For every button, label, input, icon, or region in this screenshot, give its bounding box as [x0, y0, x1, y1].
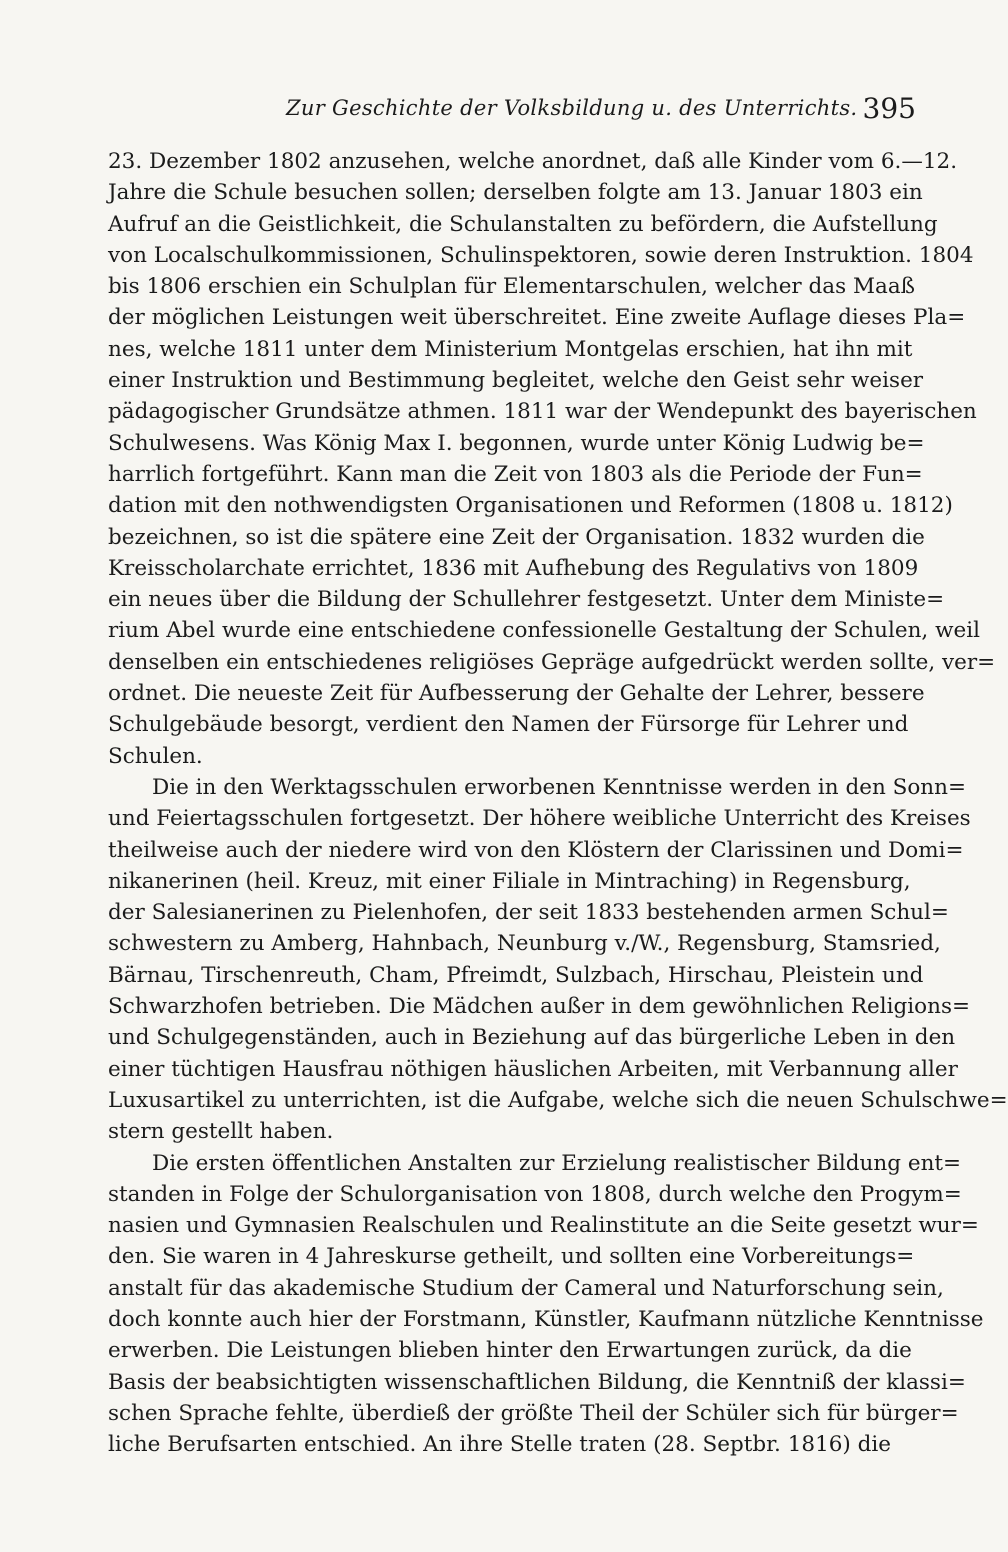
text-line: Schulen.	[108, 743, 203, 769]
text-line: standen in Folge der Schulorganisation von 1808, durch welche den Progym=	[108, 1181, 962, 1207]
text-line: doch konnte auch hier der Forstmann, Künstler, Kaufmann nützliche Kenntnisse	[108, 1306, 984, 1332]
text-line: dation mit den nothwendigsten Organisationen und Reformen (1808 u. 1812)	[108, 493, 953, 519]
text-line: ein neues über die Bildung der Schullehrer festgesetzt. Unter dem Ministe=	[108, 587, 945, 613]
text-line: bis 1806 erschien ein Schulplan für Elementarschulen, welcher das Maaß	[108, 274, 915, 300]
text-line: nes, welche 1811 unter dem Ministerium Montgelas erschien, hat ihn mit	[108, 336, 913, 362]
text-line: erwerben. Die Leistungen blieben hinter den Erwartungen zurück, da die	[108, 1338, 912, 1364]
text-line: nikanerinen (heil. Kreuz, mit einer Filiale in Mintraching) in Regensburg,	[108, 868, 911, 894]
text-line: Basis der beabsichtigten wissenschaftlichen Bildung, die Kenntniß der klassi=	[108, 1369, 966, 1395]
text-line: stern gestellt haben.	[108, 1119, 334, 1145]
text-line: Schulwesens. Was König Max I. begonnen, wurde unter König Ludwig be=	[108, 430, 925, 456]
text-line: pädagogischer Grundsätze athmen. 1811 war der Wendepunkt des bayerischen	[108, 399, 977, 425]
text-line: anstalt für das akademische Studium der Cameral und Naturforschung sein,	[108, 1275, 944, 1301]
text-line: den. Sie waren in 4 Jahreskurse getheilt, und sollten eine Vorbereitungs=	[108, 1244, 915, 1270]
text-line: Schulgebäude besorgt, verdient den Namen der Fürsorge für Lehrer und	[108, 712, 909, 738]
text-line: Aufruf an die Geistlichkeit, die Schulanstalten zu befördern, die Aufstellung	[108, 211, 938, 237]
text-line: und Schulgegenständen, auch in Beziehung auf das bürgerliche Leben in den	[108, 1025, 956, 1051]
paragraph	[108, 1148, 984, 1461]
text-line: schwestern zu Amberg, Hahnbach, Neunburg v./W., Regensburg, Stamsried,	[108, 931, 941, 957]
paragraph	[108, 146, 996, 772]
text-line: 23. Dezember 1802 anzusehen, welche anordnet, daß alle Kinder vom 6.—12.	[108, 149, 958, 174]
paragraph	[108, 772, 1008, 1148]
text-line: Schwarzhofen betrieben. Die Mädchen außer in dem gewöhnlichen Religions=	[108, 994, 971, 1020]
text-line: bezeichnen, so ist die spätere eine Zeit der Organisation. 1832 wurden die	[108, 524, 925, 550]
text-line: liche Berufsarten entschied. An ihre Stelle traten (28. Septbr. 1816) die	[108, 1432, 892, 1458]
text-line: Die in den Werktagsschulen erworbenen Kenntnisse werden in den Sonn=	[152, 774, 967, 800]
text-line: einer tüchtigen Hausfrau nöthigen häuslichen Arbeiten, mit Verbannung aller	[108, 1056, 958, 1082]
text-line: Luxusartikel zu unterrichten, ist die Aufgabe, welche sich die neuen Schulschwe=	[108, 1087, 1008, 1113]
running-title: Zur Geschichte der Volksbildung u. des Unterrichts.	[286, 96, 858, 120]
text-line: von Localschulkommissionen, Schulinspektoren, sowie deren Instruktion. 1804	[108, 242, 974, 268]
text-line: Die ersten öffentlichen Anstalten zur Erzielung realistischer Bildung ent=	[152, 1150, 962, 1176]
text-line: der möglichen Leistungen weit überschreitet. Eine zweite Auflage dieses Pla=	[108, 305, 966, 331]
text-line: Bärnau, Tirschenreuth, Cham, Pfreimdt, Sulzbach, Hirschau, Pleistein und	[108, 962, 924, 988]
body-text	[108, 146, 1008, 1460]
text-line: schen Sprache fehlte, überdieß der größte Theil der Schüler sich für bürger=	[108, 1400, 959, 1426]
text-line: Jahre die Schule besuchen sollen; derselben folgte am 13. Januar 1803 ein	[108, 180, 923, 206]
text-line: harrlich fortgeführt. Kann man die Zeit von 1803 als die Periode der Fun=	[108, 461, 923, 487]
text-line: und Feiertagsschulen fortgesetzt. Der höhere weibliche Unterricht des Kreises	[108, 806, 971, 832]
text-line: ordnet. Die neueste Zeit für Aufbesserung der Gehalte der Lehrer, bessere	[108, 681, 925, 707]
text-line: einer Instruktion und Bestimmung begleitet, welche den Geist sehr weiser	[108, 368, 924, 394]
text-line: nasien und Gymnasien Realschulen und Realinstitute an die Seite gesetzt wur=	[108, 1213, 979, 1239]
text-line: theilweise auch der niedere wird von den Klöstern der Clarissinen und Domi=	[108, 837, 964, 863]
text-line: der Salesianerinen zu Pielenhofen, der seit 1833 bestehenden armen Schul=	[108, 900, 949, 926]
page-number: 395	[862, 92, 916, 125]
text-line: Kreisscholarchate errichtet, 1836 mit Aufhebung des Regulativs von 1809	[108, 555, 919, 581]
text-line: denselben ein entschiedenes religiöses Gepräge aufgedrückt werden sollte, ver=	[108, 649, 996, 675]
text-line: rium Abel wurde eine entschiedene confessionelle Gestaltung der Schulen, weil	[108, 618, 980, 644]
running-head	[108, 92, 916, 132]
